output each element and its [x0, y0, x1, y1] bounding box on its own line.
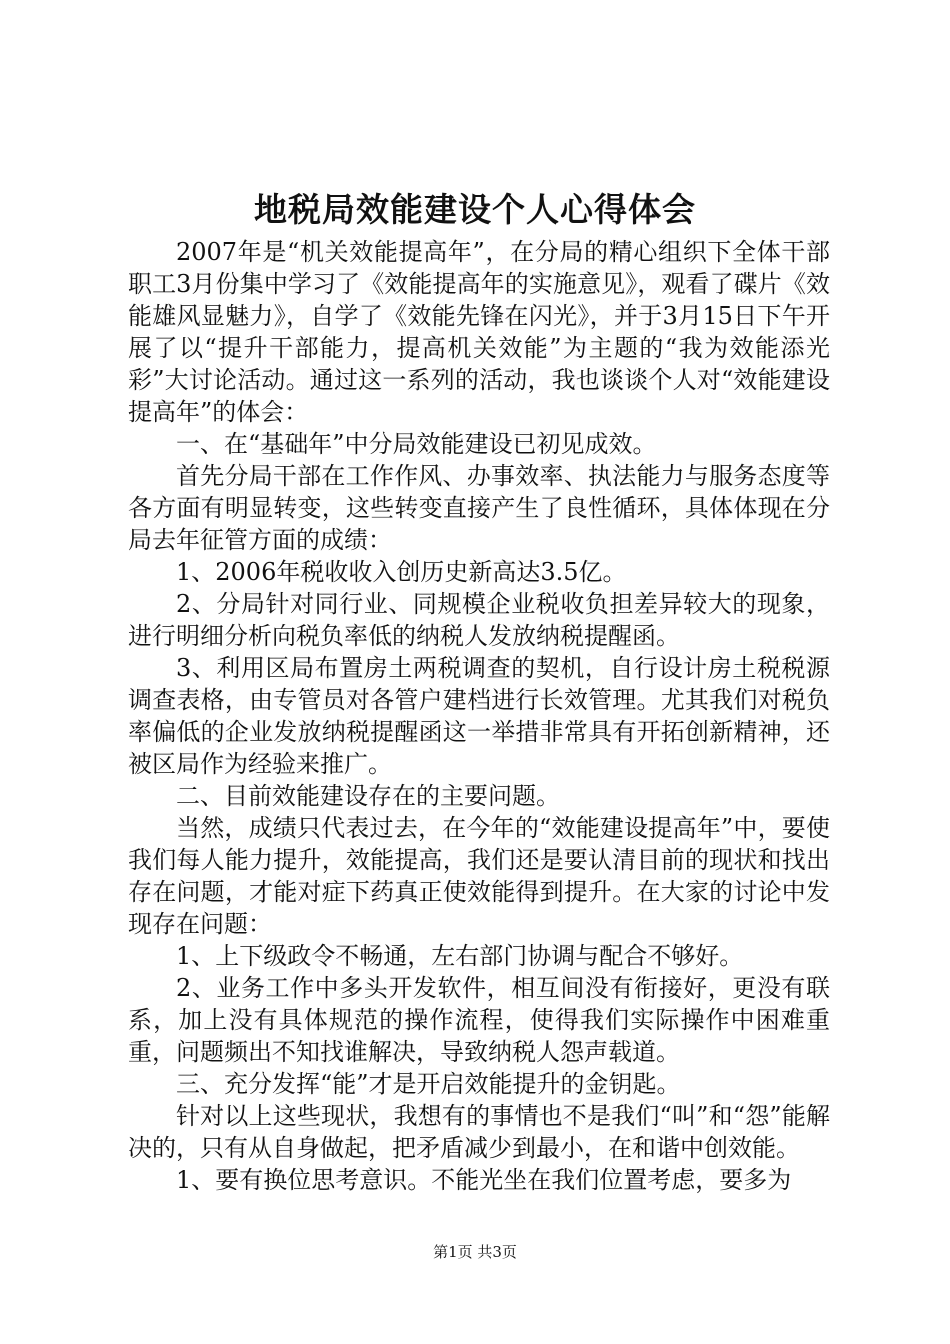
list-item: 2、分局针对同行业、同规模企业税收负担差异较大的现象，进行明细分析向税负率低的纳税人发放纳税提醒函。 [128, 590, 830, 650]
section-heading: 三、充分发挥“能”才是开启效能提升的金钥匙。 [176, 1070, 681, 1098]
section-heading: 二、目前效能建设存在的主要问题。 [176, 782, 560, 810]
list-item: 3、利用区局布置房土两税调查的契机，自行设计房土税税源调查表格，由专管员对各管户建档进行长效管理。尤其我们对税负率偏低的企业发放纳税提醒函这一举措非常具有开拓创新精神，还被区局作为经验来推广。 [128, 654, 830, 778]
section-heading: 一、在“基础年”中分局效能建设已初见成效。 [176, 430, 657, 458]
paragraph: 2007年是“机关效能提高年”，在分局的精心组织下全体干部职工3月份集中学习了《效能提高年的实施意见》，观看了碟片《效能雄风显魅力》，自学了《效能先锋在闪光》，并于3月15日下午开展了以“提升干部能力，提高机关效能”为主题的“我为效能添光彩”大讨论活动。通过这一系列的活动，我也谈谈个人对“效能建设提高年”的体会： [128, 238, 830, 426]
list-item: 1、上下级政令不畅通，左右部门协调与配合不够好。 [176, 942, 744, 970]
paragraph: 首先分局干部在工作作风、办事效率、执法能力与服务态度等各方面有明显转变，这些转变直接产生了良性循环，具体体现在分局去年征管方面的成绩： [128, 462, 830, 554]
paragraph: 针对以上这些现状，我想有的事情也不是我们“叫”和“怨”能解决的，只有从自身做起，把矛盾减少到最小，在和谐中创效能。 [128, 1102, 830, 1162]
list-item: 1、要有换位思考意识。不能光坐在我们位置考虑，要多为 [176, 1166, 792, 1194]
list-item: 2、业务工作中多头开发软件，相互间没有衔接好，更没有联系，加上没有具体规范的操作流程，使得我们实际操作中困难重重，问题频出不知找谁解决，导致纳税人怨声载道。 [128, 974, 830, 1066]
document-title: 地税局效能建设个人心得体会 [254, 190, 696, 229]
paragraph: 当然，成绩只代表过去，在今年的“效能建设提高年”中，要使我们每人能力提升，效能提高，我们还是要认清目前的现状和找出存在问题，才能对症下药真正使效能得到提升。在大家的讨论中发现存在问题： [128, 814, 830, 938]
list-item: 1、2006年税收收入创历史新高达3.5亿。 [176, 558, 627, 586]
page-footer: 第1页 共3页 [433, 1243, 517, 1261]
document-body [128, 236, 830, 1196]
